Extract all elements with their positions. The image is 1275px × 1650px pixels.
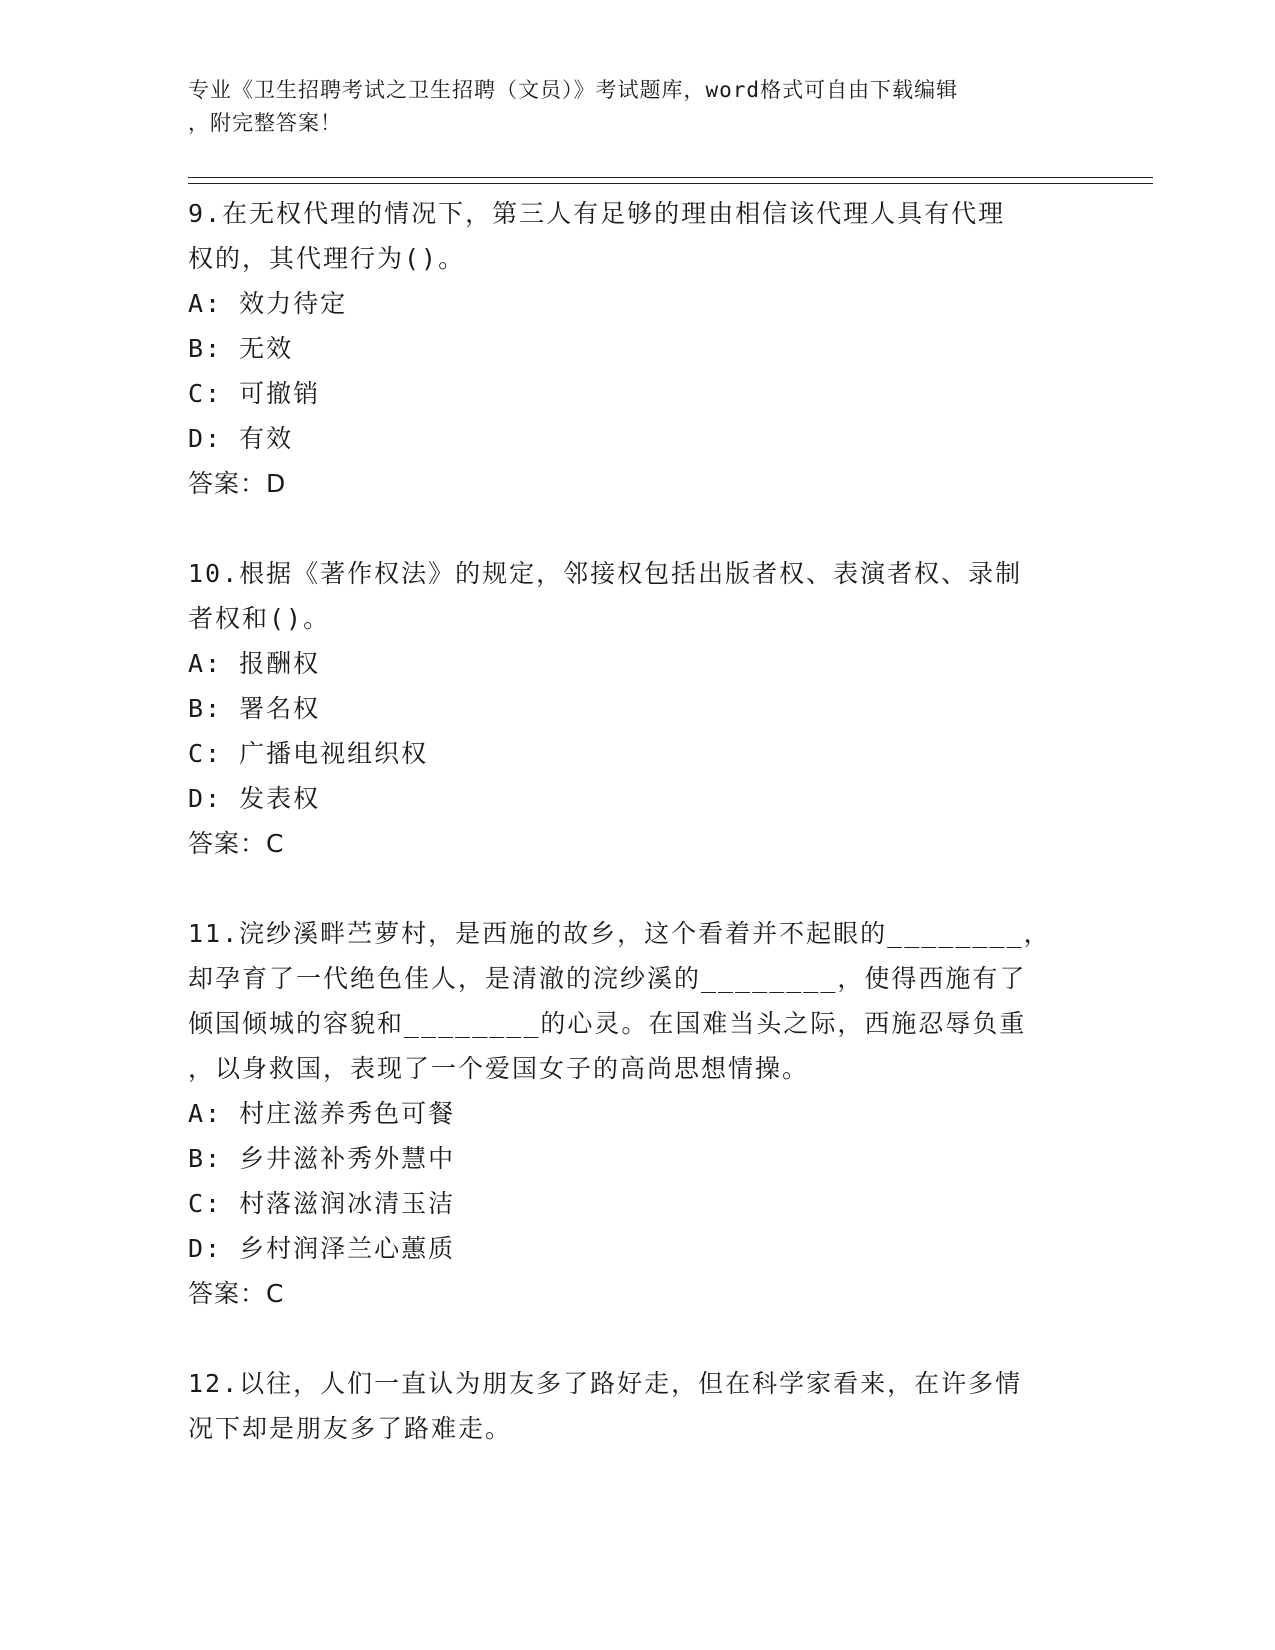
- question-item: [188, 1361, 1088, 1451]
- question-stem-line: ，以身救国，表现了一个爱国女子的高尚思想情操。: [188, 1054, 810, 1083]
- header-divider-bottom: [188, 183, 1153, 184]
- question-stem-line: 11.浣纱溪畔苎萝村，是西施的故乡，这个看着并不起眼的________，: [188, 919, 1051, 948]
- option-c: C: 村落滋润冰清玉洁: [188, 1189, 456, 1218]
- question-stem-line: 却孕育了一代绝色佳人，是清澈的浣纱溪的________，使得西施有了: [188, 964, 1027, 993]
- option-b: B: 无效: [188, 334, 294, 363]
- header-line-2: ，附完整答案！: [188, 111, 342, 135]
- question-stem-line: 9.在无权代理的情况下，第三人有足够的理由相信该代理人具有代理: [188, 199, 1006, 228]
- header-divider-top: [188, 177, 1153, 178]
- option-d: D: 乡村润泽兰心蕙质: [188, 1234, 456, 1263]
- question-item: [188, 551, 1088, 866]
- option-c: C: 可撤销: [188, 379, 321, 408]
- question-stem-line: 10.根据《著作权法》的规定，邻接权包括出版者权、表演者权、录制: [188, 559, 1023, 588]
- option-a: A: 村庄滋养秀色可餐: [188, 1099, 456, 1128]
- answer-line: 答案：D: [188, 469, 287, 498]
- option-c: C: 广播电视组织权: [188, 739, 429, 768]
- question-stem-line: 12.以往，人们一直认为朋友多了路好走，但在科学家看来，在许多情: [188, 1369, 1023, 1398]
- option-b: B: 署名权: [188, 694, 321, 723]
- question-stem-line: 况下却是朋友多了路难走。: [188, 1414, 513, 1443]
- question-stem-line: 倾国倾城的容貌和________的心灵。在国难当头之际，西施忍辱负重: [188, 1009, 1027, 1038]
- question-list: [188, 191, 1088, 1451]
- option-a: A: 效力待定: [188, 289, 348, 318]
- question-stem-line: 者权和()。: [188, 604, 331, 633]
- answer-line: 答案：C: [188, 1279, 285, 1308]
- question-item: [188, 911, 1088, 1316]
- option-b: B: 乡井滋补秀外慧中: [188, 1144, 456, 1173]
- question-spacer: [188, 506, 1088, 551]
- option-a: A: 报酬权: [188, 649, 321, 678]
- question-item: [188, 191, 1088, 506]
- option-d: D: 发表权: [188, 784, 321, 813]
- question-stem-line: 权的，其代理行为()。: [188, 244, 466, 273]
- question-spacer: [188, 1316, 1088, 1361]
- option-d: D: 有效: [188, 424, 294, 453]
- question-spacer: [188, 866, 1088, 911]
- document-header: [188, 74, 1068, 140]
- header-line-1: 专业《卫生招聘考试之卫生招聘（文员）》考试题库，word格式可自由下载编辑: [188, 78, 959, 102]
- answer-line: 答案：C: [188, 829, 285, 858]
